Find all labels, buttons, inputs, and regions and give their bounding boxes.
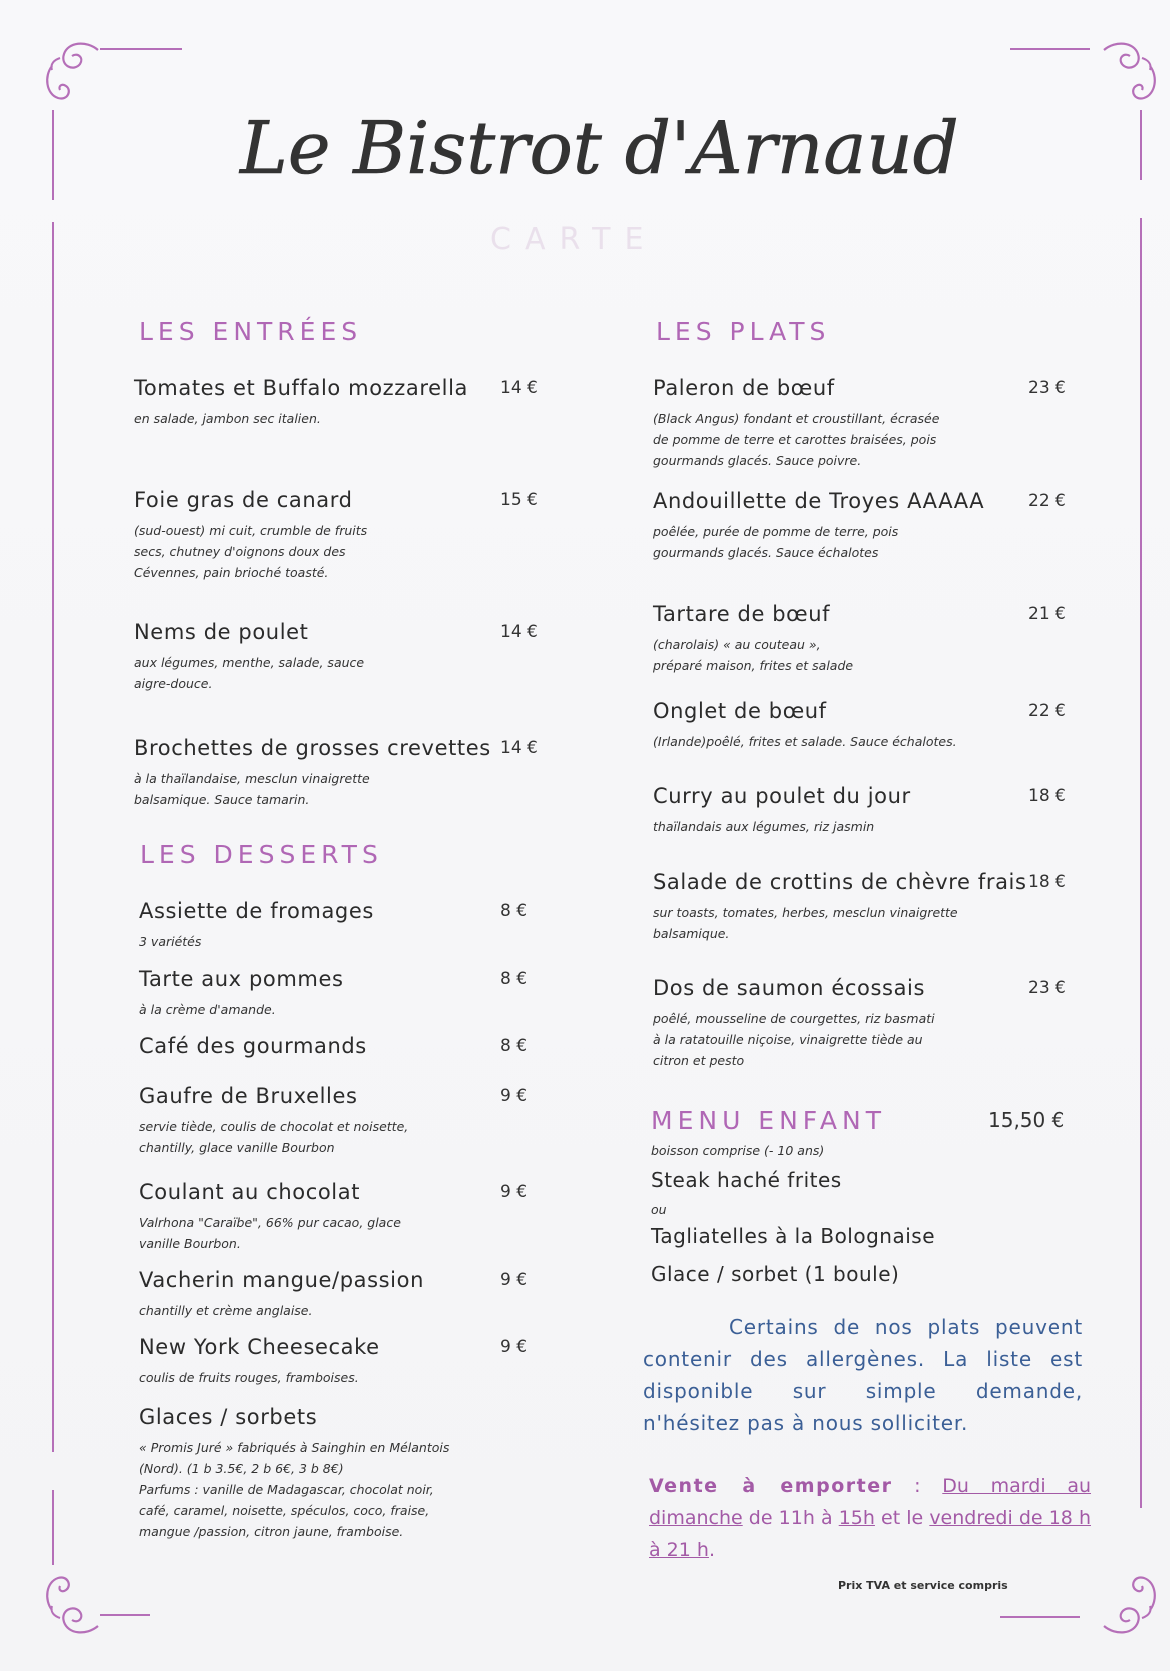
plats-item	[653, 602, 1033, 676]
desserts-item	[139, 1268, 519, 1321]
dish-price: 8 €	[500, 969, 528, 989]
desserts-item	[139, 967, 519, 1020]
dish-description	[139, 931, 519, 952]
dish-price: 14 €	[500, 622, 538, 642]
corner-ornament-top-left	[38, 36, 128, 116]
dish-name: Café des gourmands	[139, 1034, 367, 1058]
plats-item	[653, 489, 1033, 563]
dish-name: Glaces / sorbets	[139, 1405, 318, 1429]
dish-description	[139, 1367, 519, 1388]
dish-description-line: Cévennes, pain brioché toasté.	[134, 565, 329, 580]
dish-description-line: en salade, jambon sec italien.	[134, 411, 321, 426]
dish-description-line: aigre-douce.	[134, 676, 213, 691]
dish-price: 18 €	[1028, 786, 1066, 806]
dish-price: 15 €	[500, 490, 538, 510]
dish-description	[134, 408, 514, 429]
dish-name: Tarte aux pommes	[139, 967, 344, 991]
dish-description-line: servie tiède, coulis de chocolat et noisette,	[139, 1119, 409, 1134]
desserts-item	[139, 1405, 519, 1542]
dish-price: 9 €	[500, 1182, 528, 1202]
dish-name: Salade de crottins de chèvre frais	[653, 870, 1027, 894]
dish-name: Curry au poulet du jour	[653, 784, 911, 808]
dish-description	[653, 521, 1033, 563]
entrees-item	[134, 488, 514, 583]
restaurant-title-text: Le Bistrot d'Arnaud	[240, 106, 959, 190]
dish-price: 23 €	[1028, 378, 1066, 398]
dish-description	[139, 1437, 519, 1542]
dish-description-line: aux légumes, menthe, salade, sauce	[134, 655, 365, 670]
dish-name: Foie gras de canard	[134, 488, 353, 512]
dish-description-line: « Promis Juré » fabriqués à Sainghin en Mélantois	[139, 1440, 450, 1455]
takeaway-label: Vente à emporter	[649, 1475, 893, 1497]
dish-description-line: Valrhona "Caraïbe", 66% pur cacao, glace	[139, 1215, 401, 1230]
dish-price: 9 €	[500, 1337, 528, 1357]
section-title-entrees: LES ENTRÉES	[139, 317, 363, 346]
dish-description	[653, 408, 1033, 471]
desserts-item	[139, 1034, 519, 1058]
dish-description	[134, 652, 514, 694]
dish-description-line: gourmands glacés. Sauce poivre.	[653, 453, 862, 468]
dish-price: 8 €	[500, 901, 528, 921]
frame-right-top	[1140, 110, 1142, 180]
frame-right-main	[1140, 218, 1142, 1508]
dish-description-line: secs, chutney d'oignons doux des	[134, 544, 346, 559]
dish-name: Tomates et Buffalo mozzarella	[134, 376, 469, 400]
dish-price: 9 €	[500, 1270, 528, 1290]
dish-description-line: de pomme de terre et carottes braisées, pois	[653, 432, 937, 447]
dish-price: 14 €	[500, 378, 538, 398]
dish-description	[653, 731, 1033, 752]
dish-name: Paleron de bœuf	[653, 376, 835, 400]
restaurant-title	[230, 78, 970, 228]
frame-left-top	[52, 110, 54, 200]
frame-left-main	[52, 222, 54, 1452]
dish-description-line: Parfums : vanille de Madagascar, chocolat noir,	[139, 1482, 434, 1497]
dish-description-line: (sud-ouest) mi cuit, crumble de fruits	[134, 523, 368, 538]
dish-description-line: sur toasts, tomates, herbes, mesclun vinaigrette	[653, 905, 958, 920]
dish-name: Assiette de fromages	[139, 899, 374, 923]
menu-enfant-line-2: Tagliatelles à la Bolognaise	[651, 1224, 936, 1248]
section-title-desserts: LES DESSERTS	[140, 840, 383, 869]
dish-name: Tartare de bœuf	[653, 602, 831, 626]
dish-description	[139, 1300, 519, 1321]
dish-description-line: 3 variétés	[139, 934, 202, 949]
plats-item	[653, 976, 1033, 1071]
menu-enfant-price: 15,50 €	[988, 1108, 1065, 1132]
dish-description	[139, 1116, 519, 1158]
dish-name: Andouillette de Troyes AAAAA	[653, 489, 985, 513]
dish-description-line: mangue /passion, citron jaune, framboise.	[139, 1524, 404, 1539]
menu-enfant-note: boisson comprise (- 10 ans)	[651, 1143, 825, 1158]
frame-left-bottom	[52, 1490, 54, 1565]
desserts-item	[139, 1084, 519, 1158]
desserts-item	[139, 899, 519, 952]
dish-name: Brochettes de grosses crevettes	[134, 736, 491, 760]
dish-description-line: chantilly et crème anglaise.	[139, 1303, 313, 1318]
frame-bottom-right	[1000, 1616, 1080, 1618]
dish-name: Dos de saumon écossais	[653, 976, 926, 1000]
plats-item	[653, 784, 1033, 837]
dish-price: 21 €	[1028, 604, 1066, 624]
dish-description-line: balsamique. Sauce tamarin.	[134, 792, 310, 807]
allergen-notice: Certains de nos plats peuvent contenir des allergènes. La liste est disponible sur simple demande, n'hésitez pas à nous solliciter.	[643, 1315, 1083, 1435]
subtitle-watermark: CARTE	[490, 222, 658, 257]
dish-description	[134, 768, 514, 810]
dish-description-line: gourmands glacés. Sauce échalotes	[653, 545, 879, 560]
dish-description-line: poêlé, mousseline de courgettes, riz basmati	[653, 1011, 935, 1026]
dish-description-line: (Nord). (1 b 3.5€, 2 b 6€, 3 b 8€)	[139, 1461, 344, 1476]
dish-price: 18 €	[1028, 872, 1066, 892]
dish-name: Onglet de bœuf	[653, 699, 827, 723]
dish-description	[653, 816, 1033, 837]
dish-description	[139, 1212, 519, 1254]
dish-description	[653, 634, 1033, 676]
plats-item	[653, 699, 1033, 752]
dish-description	[134, 520, 514, 583]
plats-item	[653, 376, 1033, 471]
dish-name: Nems de poulet	[134, 620, 309, 644]
menu-enfant-line-3: Glace / sorbet (1 boule)	[651, 1262, 900, 1286]
dish-price: 23 €	[1028, 978, 1066, 998]
dish-price: 22 €	[1028, 701, 1066, 721]
dish-description-line: vanille Bourbon.	[139, 1236, 241, 1251]
dish-description	[653, 902, 1033, 944]
dish-description-line: à la thaïlandaise, mesclun vinaigrette	[134, 771, 370, 786]
dish-price: 22 €	[1028, 491, 1066, 511]
dish-description-line: (Irlande)poêlé, frites et salade. Sauce échalotes.	[653, 734, 957, 749]
menu-enfant-line-1: Steak haché frites	[651, 1168, 842, 1192]
dish-name: Vacherin mangue/passion	[139, 1268, 424, 1292]
corner-ornament-bottom-left	[38, 1560, 128, 1640]
dish-price: 8 €	[500, 1036, 528, 1056]
desserts-item	[139, 1335, 519, 1388]
dish-description-line: préparé maison, frites et salade	[653, 658, 854, 673]
entrees-item	[134, 620, 514, 694]
section-title-plats: LES PLATS	[656, 317, 831, 346]
entrees-item	[134, 376, 514, 429]
dish-description-line: (Black Angus) fondant et croustillant, écrasée	[653, 411, 940, 426]
dish-description-line: coulis de fruits rouges, framboises.	[139, 1370, 359, 1385]
dish-description-line: poêlée, purée de pomme de terre, pois	[653, 524, 899, 539]
dish-price: 9 €	[500, 1086, 528, 1106]
corner-ornament-bottom-right	[1074, 1560, 1164, 1640]
dish-description-line: (charolais) « au couteau »,	[653, 637, 821, 652]
dish-name: Gaufre de Bruxelles	[139, 1084, 358, 1108]
dish-description-line: à la ratatouille niçoise, vinaigrette tiède au	[653, 1032, 923, 1047]
desserts-item	[139, 1180, 519, 1254]
price-footnote: Prix TVA et service compris	[838, 1579, 1008, 1592]
dish-description	[653, 1008, 1033, 1071]
plats-item	[653, 870, 1033, 944]
dish-description-line: café, caramel, noisette, spéculos, coco, fraise,	[139, 1503, 430, 1518]
takeaway-notice: Vente à emporter : Du mardi au dimanche de 11h à 15h et le vendredi de 18 h à 21 h.	[649, 1475, 1092, 1561]
menu-enfant-or: ou	[651, 1202, 667, 1217]
dish-price: 14 €	[500, 738, 538, 758]
dish-description-line: balsamique.	[653, 926, 730, 941]
dish-name: Coulant au chocolat	[139, 1180, 361, 1204]
dish-description-line: citron et pesto	[653, 1053, 745, 1068]
dish-description	[139, 999, 519, 1020]
dish-description-line: chantilly, glace vanille Bourbon	[139, 1140, 335, 1155]
dish-description-line: thaïlandais aux légumes, riz jasmin	[653, 819, 875, 834]
dish-description-line: à la crème d'amande.	[139, 1002, 276, 1017]
section-title-menu-enfant: MENU ENFANT	[651, 1106, 886, 1135]
dish-name: New York Cheesecake	[139, 1335, 380, 1359]
entrees-item	[134, 736, 514, 810]
corner-ornament-top-right	[1074, 36, 1164, 116]
